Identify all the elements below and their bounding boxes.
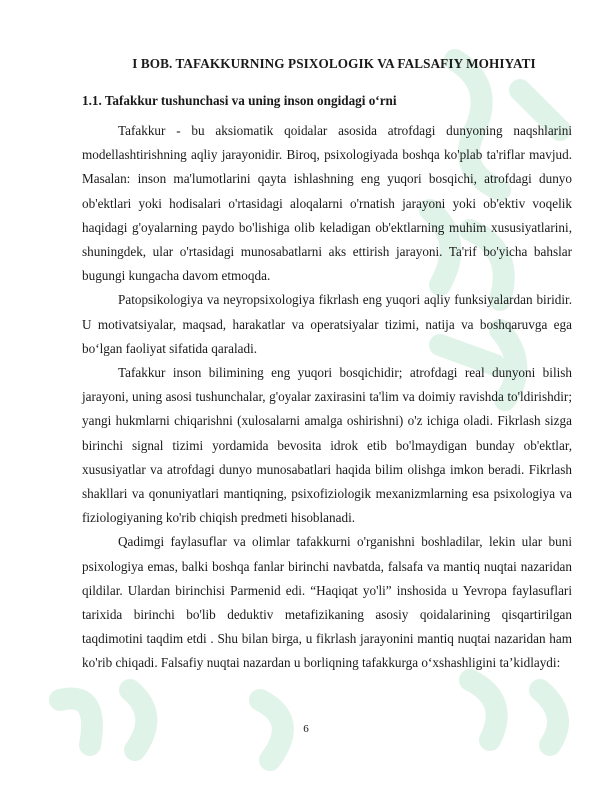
paragraph-1: Tafakkur - bu aksiomatik qoidalar asosida atrofdagi dunyoning naqshlarini modellashtirishning aqliy jarayonidir. Biroq, psixologiyada boshqa ko'plab ta'riflar mavjud. Masalan: inson ma'lumotlarini qayta ishlashning eng yuqori bosqichi, atrofdagi dunyo ob'ektlari yoki hodisalari o'rtasidagi aloqalarni o'rnatish jarayoni yoki ob'ektiv voqelik haqidagi g'oyalarning paydo bo'lishiga olib keladigan ob'ektlarning muhim xususiyatlarini, shuningdek, ular o'rtasidagi munosabatlarni aks ettirish jarayoni. Ta'rif bo'yicha bahslar bugungi kungacha davom etmoqda.	[82, 123, 572, 284]
paragraph-4: Qadimgi faylasuflar va olimlar tafakkurni o'rganishni boshladilar, lekin ular buni psixologiya emas, balki boshqa fanlar birinchi navbatda, falsafa va mantiq nuqtai nazaridan qildilar. Ulardan birinchisi Parmenid edi. “Haqiqat yo'li” inshosida u Yevropa faylasuflari tarixida birinchi bo'lib deduktiv metafizikaning asosiy qoidalarining qisqartirilgan taqdimotini taqdim etdi . Shu bilan birga, u fikrlash jarayonini mantiq nuqtai nazaridan ham ko'rib chiqadi. Falsafiy nuqtai nazardan u borliqning tafakkurga o‘xshashligini ta’kidlaydi:	[82, 534, 572, 671]
chapter-title: I BOB. TAFAKKURNING PSIXOLOGIK VA FALSAFIY MOHIYATI	[132, 56, 536, 71]
page-number: 6	[303, 723, 309, 735]
paragraph-3: Tafakkur inson bilimining eng yuqori bosqichidir; atrofdagi real dunyoni bilish jarayoni, uning asosi tushunchalar, g'oyalar zaxirasini ta'lim va doimiy ravishda to'ldirishdir; yangi hukmlarni chiqarishni (xulosalarni amalga oshirishni) o'z ichiga oladi. Fikrlash sizga birinchi signal tizimi yordamida bevosita idrok etib bo'lmaydigan bunday ob'ektlar, xususiyatlar va atrofdagi dunyo munosabatlari haqida bilim olishga imkon beradi. Fikrlash shakllari va qonuniyatlari mantiqning, psixofiziologik mexanizmlarning esa psixologiya va fiziologiyaning ko'rib chiqish predmeti hisoblanadi.	[82, 365, 572, 526]
paragraph-2: Patopsikologiya va neyropsixologiya fikrlash eng yuqori aqliy funksiyalardan biridir. U motivatsiyalar, maqsad, harakatlar va operatsiyalar tizimi, natija va boshqaruvga ega bo‘lgan faoliyat sifatida qaraladi.	[82, 292, 572, 356]
page-content	[82, 56, 572, 676]
section-title: 1.1. Tafakkur tushunchasi va uning inson ongidagi o‘rni	[82, 93, 397, 108]
